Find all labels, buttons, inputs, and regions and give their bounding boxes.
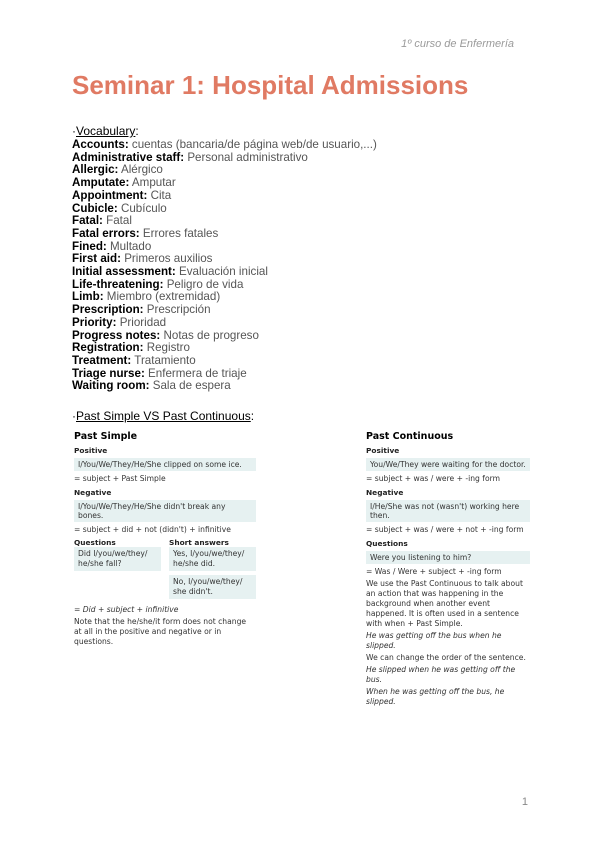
vocabulary-term: Waiting room: xyxy=(72,379,150,393)
grammar-label: Past Simple VS Past Continuous xyxy=(76,409,251,423)
vocabulary-term: Limb: xyxy=(72,290,104,304)
vocabulary-term: Registration: xyxy=(72,341,144,355)
vocabulary-item xyxy=(72,380,532,393)
page-number: 1 xyxy=(521,796,528,808)
vocabulary-label: Vocabulary xyxy=(76,124,136,138)
vocabulary-term: Cubicle: xyxy=(72,201,118,215)
page-title: Seminar 1: Hospital Admissions xyxy=(72,70,469,100)
pc-negative-label: Negative xyxy=(366,488,404,497)
pc-positive-label: Positive xyxy=(366,446,400,455)
vocabulary-definition: Evaluación inicial xyxy=(178,265,268,279)
ps-negative-formula: = subject + did + not (didn't) + infinitive xyxy=(74,525,231,534)
vocabulary-term: Triage nurse: xyxy=(72,366,145,380)
ps-question-formula: = Did + subject + infinitive xyxy=(74,605,179,614)
ps-note: Note that the he/she/it form does not change at all in the positive and negative or in questions. xyxy=(74,617,247,646)
vocabulary-definition: Fatal xyxy=(106,214,132,228)
vocabulary-term: Fatal errors: xyxy=(72,226,140,240)
pc-order-note: We can change the order of the sentence. xyxy=(366,653,526,662)
ps-short-no: No, I/you/we/they/ she didn't. xyxy=(169,575,256,599)
vocabulary-heading: ·Vocabulary: xyxy=(72,124,139,138)
vocabulary-term: Allergic: xyxy=(72,163,119,177)
vocabulary-definition: Miembro (extremidad) xyxy=(106,290,221,304)
ps-questions-grid xyxy=(74,538,256,603)
vocabulary-definition: Prioridad xyxy=(119,315,167,329)
vocabulary-definition: Sala de espera xyxy=(152,379,231,393)
vocabulary-definition: Registro xyxy=(146,341,190,355)
vocabulary-list xyxy=(72,139,532,393)
vocabulary-term: Prescription: xyxy=(72,303,144,317)
pc-positive-example: You/We/They were waiting for the doctor. xyxy=(366,458,530,471)
ps-short-yes: Yes, I/you/we/they/ he/she did. xyxy=(169,547,256,571)
ps-negative-example: I/You/We/They/He/She didn't break any bones. xyxy=(74,500,256,522)
pc-negative-example: I/He/She was not (wasn't) working here then. xyxy=(366,500,530,522)
vocabulary-term: Life-threatening: xyxy=(72,277,164,291)
vocabulary-definition: Cubículo xyxy=(120,201,167,215)
pc-example-2: He slipped when he was getting off the bus. xyxy=(366,665,516,684)
vocabulary-definition: Multado xyxy=(110,239,152,253)
past-simple-heading: Past Simple xyxy=(74,431,138,442)
vocabulary-term: First aid: xyxy=(72,252,121,266)
pc-example-1: He was getting off the bus when he slipped. xyxy=(366,631,502,650)
vocabulary-definition: Errores fatales xyxy=(142,226,219,240)
vocabulary-definition: Tratamiento xyxy=(134,353,196,367)
pc-question-example: Were you listening to him? xyxy=(366,551,530,564)
ps-positive-label: Positive xyxy=(74,446,108,455)
ps-question-example: Did I/you/we/they/ he/she fall? xyxy=(74,547,161,571)
vocabulary-term: Appointment: xyxy=(72,188,148,202)
vocabulary-definition: Cita xyxy=(150,188,172,202)
vocabulary-term: Administrative staff: xyxy=(72,150,185,164)
past-simple-panel xyxy=(74,431,256,649)
pc-question-formula: = Was / Were + subject + -ing form xyxy=(366,567,502,576)
vocabulary-term: Fatal: xyxy=(72,214,103,228)
course-header: 1º curso de Enfermería xyxy=(401,38,514,50)
vocabulary-definition: Prescripción xyxy=(146,303,211,317)
pc-example-3: When he was getting off the bus, he slipped. xyxy=(366,687,505,706)
grammar-heading: ·Past Simple VS Past Continuous: xyxy=(72,409,255,423)
vocabulary-term: Treatment: xyxy=(72,353,132,367)
ps-negative-label: Negative xyxy=(74,488,112,497)
vocabulary-definition: Alérgico xyxy=(120,163,163,177)
past-continuous-panel xyxy=(366,431,530,709)
pc-questions-label: Questions xyxy=(366,539,408,548)
vocabulary-definition: cuentas (bancaria/de página web/de usuario,...) xyxy=(131,138,377,151)
vocabulary-term: Progress notes: xyxy=(72,328,161,342)
vocabulary-definition: Primeros auxilios xyxy=(124,252,213,266)
past-continuous-heading: Past Continuous xyxy=(366,431,454,442)
pc-usage-note: We use the Past Continuous to talk about an action that was happening in the background when another event happened. It is often used in a sentence with when + Past Simple. xyxy=(366,579,523,628)
vocabulary-definition: Notas de progreso xyxy=(163,328,259,342)
vocabulary-term: Fined: xyxy=(72,239,107,253)
vocabulary-item xyxy=(72,203,532,216)
vocabulary-term: Priority: xyxy=(72,315,117,329)
ps-short-answers-label: Short answers xyxy=(169,538,229,547)
vocabulary-term: Accounts: xyxy=(72,138,129,151)
ps-questions-label: Questions xyxy=(74,538,116,547)
vocabulary-term: Amputate: xyxy=(72,176,130,190)
ps-positive-formula: = subject + Past Simple xyxy=(74,474,166,483)
pc-positive-formula: = subject + was / were + -ing form xyxy=(366,474,500,483)
pc-negative-formula: = subject + was / were + not + -ing form xyxy=(366,525,524,534)
ps-positive-example: I/You/We/They/He/She clipped on some ice. xyxy=(74,458,256,471)
vocabulary-definition: Personal administrativo xyxy=(187,150,308,164)
vocabulary-term: Initial assessment: xyxy=(72,265,176,279)
vocabulary-definition: Enfermera de triaje xyxy=(148,366,247,380)
vocabulary-definition: Amputar xyxy=(131,176,176,190)
vocabulary-definition: Peligro de vida xyxy=(166,277,244,291)
